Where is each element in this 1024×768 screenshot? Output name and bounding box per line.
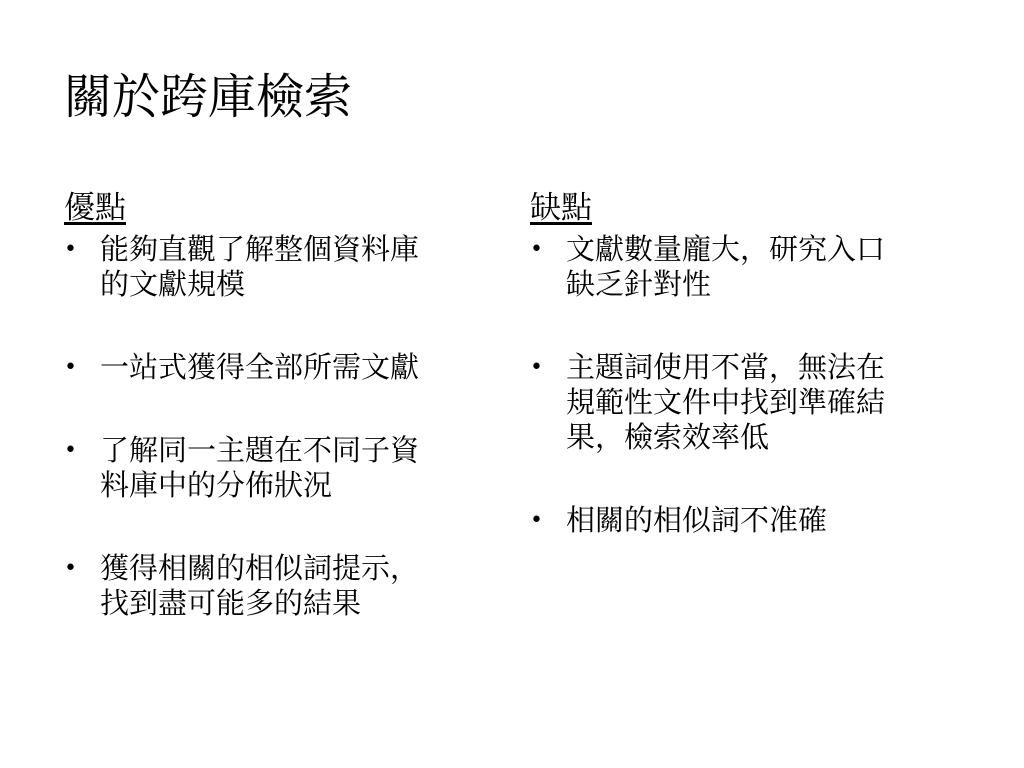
advantages-heading: 優點 xyxy=(64,190,126,226)
advantage-item xyxy=(64,350,445,385)
slide-title: 關於跨庫檢索 xyxy=(64,69,353,125)
advantage-text: 獲得相關的相似詞提示，找到盡可能多的結果 xyxy=(100,551,420,620)
disadvantage-item xyxy=(530,232,911,302)
advantage-text: 能夠直觀了解整個資料庫的文獻規模 xyxy=(100,232,420,301)
advantage-text: 一站式獲得全部所需文獻 xyxy=(100,350,420,384)
bullet-icon: • xyxy=(64,556,77,581)
disadvantage-text: 相關的相似詞不准確 xyxy=(566,503,828,537)
disadvantage-item xyxy=(530,350,911,455)
advantages-column xyxy=(64,188,464,621)
disadvantages-column xyxy=(530,188,930,538)
bullet-icon: • xyxy=(530,355,543,380)
disadvantage-item xyxy=(530,503,911,538)
advantage-item xyxy=(64,551,445,621)
disadvantages-list xyxy=(530,232,930,538)
bullet-icon: • xyxy=(530,508,543,533)
bullet-icon: • xyxy=(64,355,77,380)
disadvantages-heading: 缺點 xyxy=(530,190,592,226)
advantage-item xyxy=(64,433,445,503)
advantage-text: 了解同一主題在不同子資料庫中的分佈狀況 xyxy=(100,433,420,502)
bullet-icon: • xyxy=(530,237,543,262)
advantage-item xyxy=(64,232,445,302)
advantages-list xyxy=(64,232,464,621)
bullet-icon: • xyxy=(64,438,77,463)
disadvantage-text: 主題詞使用不當，無法在規範性文件中找到準確結果，檢索效率低 xyxy=(566,350,886,454)
bullet-icon: • xyxy=(64,237,77,262)
disadvantage-text: 文獻數量龐大，研究入口缺乏針對性 xyxy=(566,232,886,301)
